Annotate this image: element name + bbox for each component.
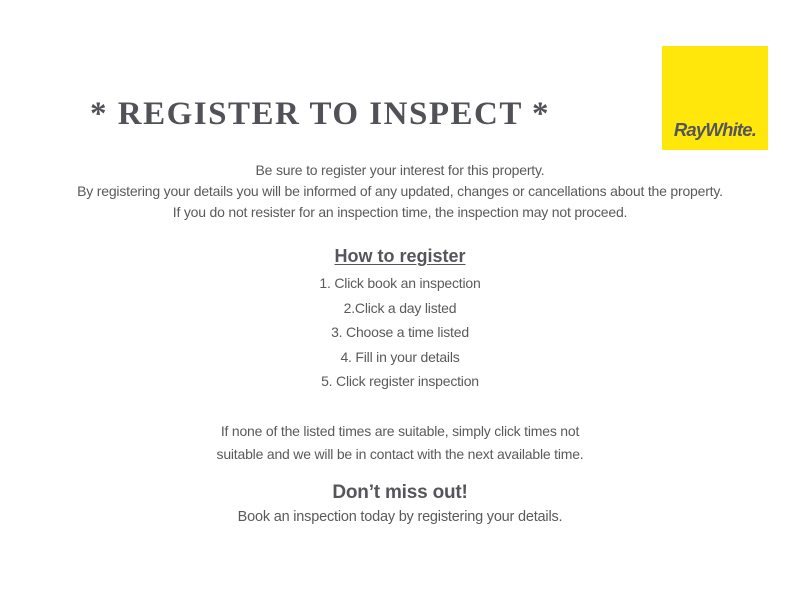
times-note-line: suitable and we will be in contact with the next available time. bbox=[216, 445, 584, 462]
intro-paragraph bbox=[0, 160, 800, 223]
times-not-suitable-note bbox=[0, 420, 800, 465]
closing-line: Book an inspection today by registering your details. bbox=[237, 509, 563, 525]
list-item: 4. Fill in your details bbox=[340, 348, 460, 365]
list-item: 2.Click a day listed bbox=[343, 299, 457, 316]
how-to-register-heading: How to register bbox=[334, 246, 466, 266]
list-item: 5. Click register inspection bbox=[321, 373, 479, 389]
intro-line: By registering your details you will be informed of any updated, changes or cancellations about the property. bbox=[77, 183, 723, 199]
ray-white-logo bbox=[662, 46, 768, 150]
intro-line: If you do not resister for an inspection time, the inspection may not proceed. bbox=[172, 204, 628, 220]
intro-line: Be sure to register your interest for this property. bbox=[255, 162, 545, 178]
list-item: 3. Choose a time listed bbox=[331, 324, 469, 340]
list-item: 1. Click book an inspection bbox=[319, 275, 481, 291]
registration-steps-list bbox=[0, 271, 800, 394]
times-note-line: If none of the listed times are suitable, simply click times not bbox=[220, 423, 580, 439]
page-title: * REGISTER TO INSPECT * bbox=[90, 96, 550, 133]
dont-miss-out-heading: Don’t miss out! bbox=[332, 482, 468, 503]
ray-white-logo-wordmark: RayWhite. bbox=[673, 119, 757, 140]
